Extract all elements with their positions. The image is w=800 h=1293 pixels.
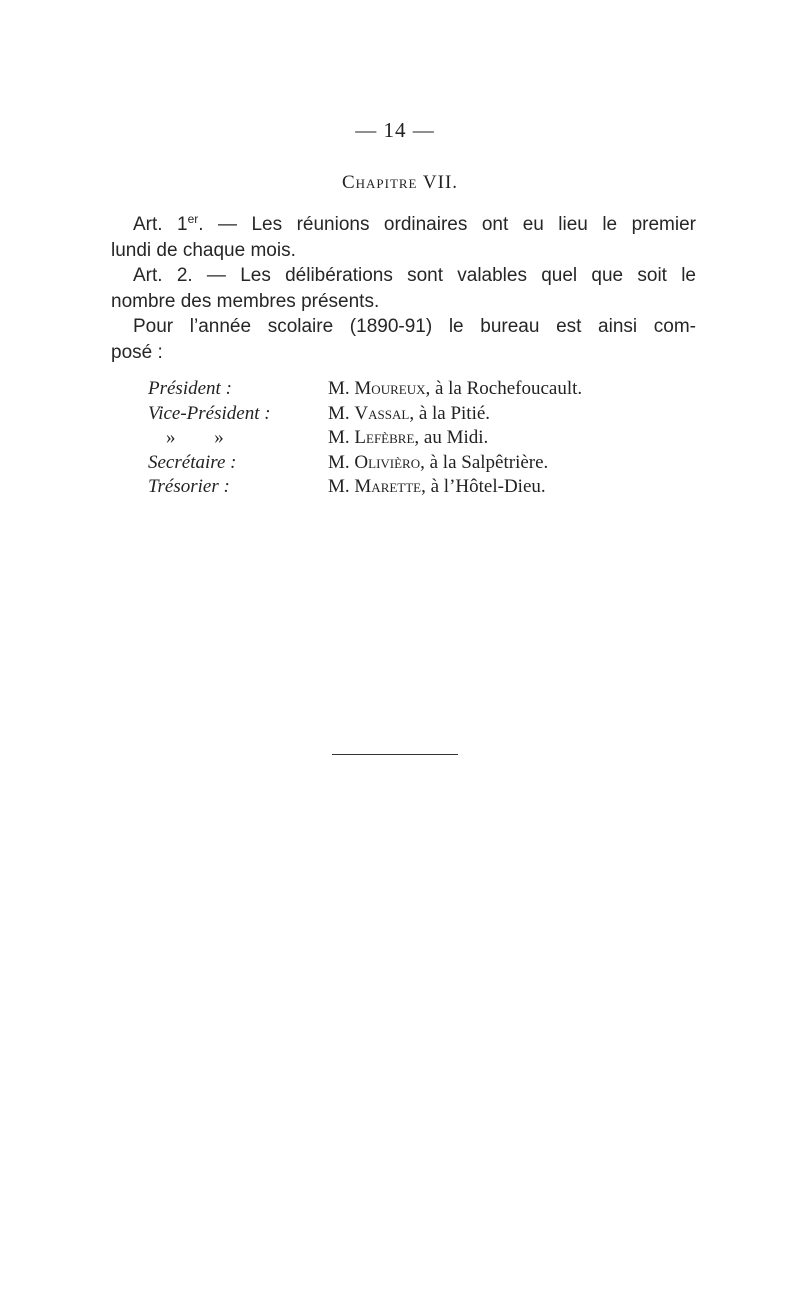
article-2-line-2: nombre des membres présents. — [111, 290, 380, 312]
officer-name: Moureux — [354, 378, 426, 399]
bureau-line-2: posé : — [111, 341, 163, 363]
officer-name: Olivièro — [354, 451, 421, 473]
officer-name: Vassal — [354, 402, 410, 424]
officer-prefix: M. — [328, 427, 355, 448]
officer-detail: , au Midi. — [414, 427, 489, 448]
officer-row — [148, 402, 708, 427]
article-2-text-1: — Les délibérations sont valables quel que soit le — [192, 265, 696, 286]
article-1-sup: er — [187, 212, 199, 226]
end-rule-divider — [332, 754, 458, 755]
articles-text — [111, 212, 696, 365]
article-2-line-1 — [131, 263, 696, 289]
article-1-label: Art. 1 — [133, 214, 188, 235]
article-1-line-2: lundi de chaque mois. — [111, 239, 296, 261]
officer-title-ditto: » » — [166, 427, 224, 448]
officer-name: Marette — [354, 476, 422, 497]
article-2 — [111, 263, 696, 314]
officer-detail: , à la Salpêtrière. — [420, 451, 549, 473]
officer-entry — [328, 402, 490, 427]
article-1-text-1: . — Les réunions ordinaires ont eu lieu le premier — [198, 214, 696, 235]
bureau-paragraph — [111, 314, 696, 365]
officer-detail: , à l’Hôtel-Dieu. — [421, 476, 546, 497]
officer-title: Vice-Président : — [148, 402, 271, 424]
officer-entry — [328, 426, 488, 451]
officer-detail: , à la Rochefoucault. — [425, 378, 583, 399]
officer-entry — [328, 475, 546, 500]
officer-prefix: M. — [328, 402, 355, 424]
article-1-line-1 — [131, 212, 696, 238]
officer-prefix: M. — [328, 451, 355, 473]
article-2-label: Art. 2. — [133, 265, 193, 286]
officer-title: Trésorier : — [148, 476, 230, 497]
officer-detail: , à la Pitié. — [409, 402, 491, 424]
officer-prefix: M. — [328, 476, 355, 497]
officer-name: Lefèbre — [354, 427, 415, 448]
officer-row — [148, 451, 708, 476]
officer-prefix: M. — [328, 378, 355, 399]
officer-entry — [328, 377, 582, 402]
page-number: — 14 — — [355, 118, 435, 142]
chapter-heading — [0, 172, 800, 194]
chapter-word: Chapitre — [341, 172, 418, 193]
bureau-line-1: Pour l’année scolaire (1890-91) le bureau est ainsi com- — [133, 316, 696, 337]
officer-title: Président : — [148, 378, 232, 399]
officer-title: Secrétaire : — [148, 451, 237, 473]
chapter-number: VII. — [422, 172, 459, 193]
officers-list — [148, 377, 708, 500]
officer-row — [148, 426, 708, 451]
article-1 — [111, 212, 696, 263]
officer-row — [148, 377, 708, 402]
officer-entry — [328, 451, 548, 476]
officer-row — [148, 475, 708, 500]
